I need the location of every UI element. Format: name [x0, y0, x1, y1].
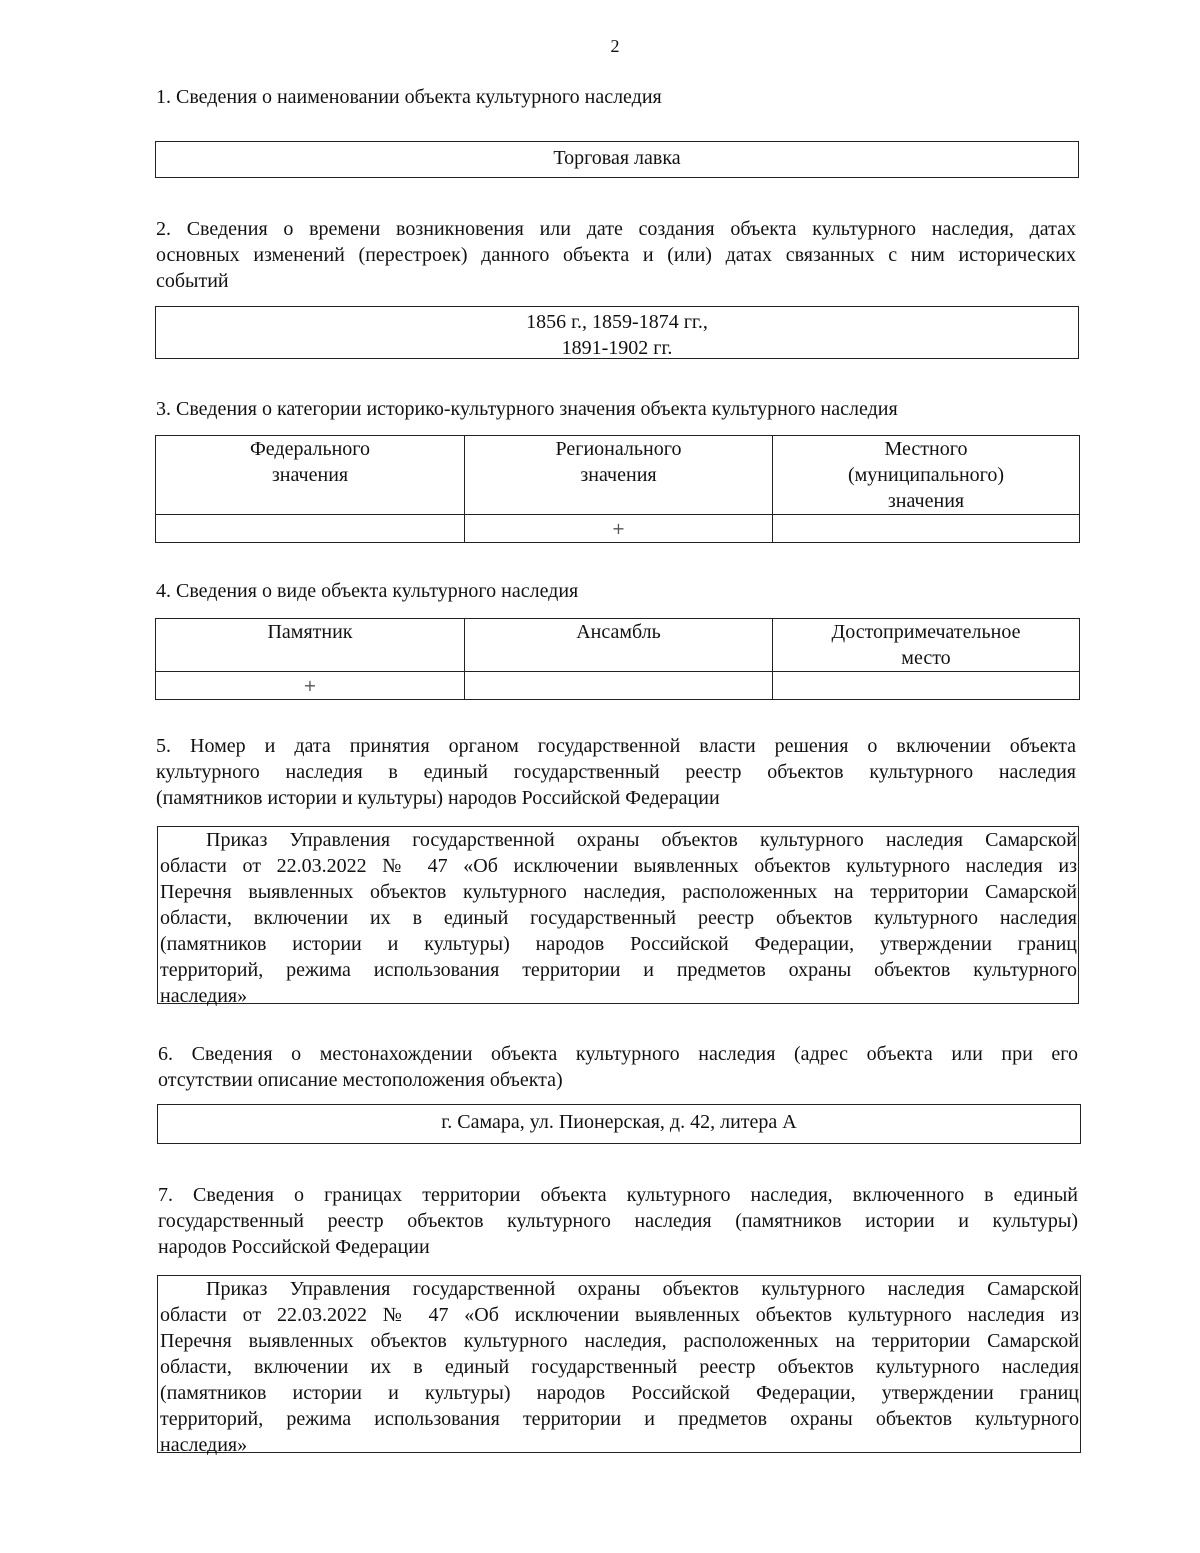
category-header-line: Местного: [884, 438, 968, 460]
section-2-heading-line: событий: [156, 270, 229, 292]
type-header-line: Достопримечательное: [831, 621, 1021, 643]
category-federal-header: [156, 436, 465, 515]
section-6-heading-line: 6. Сведения о местонахождении объекта культурного наследия (адрес объекта или при его: [158, 1043, 1078, 1065]
category-header-line: значения: [271, 464, 349, 486]
section-2-heading: [156, 216, 1076, 294]
section-5-heading-line: 5. Номер и дата принятия органом государственной власти решения о включении объекта: [156, 735, 1076, 757]
registry-decision-line: наследия»: [160, 985, 248, 1007]
section-5-heading: [156, 733, 1076, 811]
registry-decision-line: Перечня выявленных объектов культурного наследия, расположенных на территории Самарской: [160, 881, 1077, 903]
section-5-heading-line: культурного наследия в единый государственный реестр объектов культурного наследия: [156, 761, 1076, 783]
category-regional-mark: [465, 515, 773, 543]
category-header-line: (муниципального): [847, 464, 1005, 486]
address-value: г. Самара, ул. Пионерская, д. 42, литера А: [441, 1111, 797, 1133]
section-4-heading: 4. Сведения о виде объекта культурного наследия: [156, 580, 579, 602]
category-local-mark: [773, 515, 1080, 543]
registry-decision-line: области от 22.03.2022 № 47 «Об исключении выявленных объектов культурного наследия из: [160, 855, 1077, 877]
boundaries-decision-line: области, включении их в единый государственный реестр объектов культурного наследия: [160, 1356, 1079, 1378]
category-header-line: Регионального: [555, 438, 682, 460]
category-federal-mark: [156, 515, 465, 543]
type-monument-header: [156, 619, 465, 672]
section-2-heading-line: основных изменений (перестроек) данного объекта и (или) датах связанных с ним исторических: [156, 244, 1076, 266]
boundaries-decision-line: наследия»: [160, 1434, 248, 1456]
type-ensemble-mark: [465, 672, 773, 700]
dates-value-line: 1891-1902 гг.: [561, 337, 673, 359]
type-mark: +: [303, 676, 317, 695]
category-header-line: значения: [580, 464, 657, 486]
category-table: [155, 435, 1080, 543]
boundaries-decision-box: [157, 1275, 1081, 1456]
type-table: [155, 618, 1080, 700]
object-name-box: [155, 141, 1079, 178]
object-name-value: Торговая лавка: [553, 147, 681, 169]
section-7-heading-line: государственный реестр объектов культурного наследия (памятников истории и культуры): [158, 1210, 1078, 1232]
address-box: [157, 1104, 1081, 1144]
boundaries-decision-line: территорий, режима использования территории и предметов охраны объектов культурного: [160, 1408, 1079, 1430]
type-ensemble-header: [465, 619, 773, 672]
section-1-heading: 1. Сведения о наименовании объекта культурного наследия: [156, 86, 662, 108]
section-7-heading-line: 7. Сведения о границах территории объекта культурного наследия, включенного в единый: [158, 1184, 1078, 1206]
registry-decision-line: территорий, режима использования территории и предметов охраны объектов культурного: [160, 959, 1077, 981]
section-7-heading: [158, 1182, 1078, 1260]
type-landmark-mark: [773, 672, 1080, 700]
category-header-line: значения: [887, 490, 965, 512]
registry-decision-line: Приказ Управления государственной охраны объектов культурного наследия Самарской: [206, 829, 1077, 851]
section-6-heading: [158, 1041, 1078, 1093]
category-mark: +: [611, 519, 626, 538]
section-7-heading-line: народов Российской Федерации: [158, 1236, 430, 1258]
registry-decision-line: (памятников истории и культуры) народов Российской Федерации, утверждении границ: [160, 933, 1077, 955]
type-monument-mark: [156, 672, 465, 700]
section-6-heading-line: отсутствии описание местоположения объекта): [158, 1069, 563, 1091]
category-regional-header: [465, 436, 773, 515]
boundaries-decision-line: Перечня выявленных объектов культурного наследия, расположенных на территории Самарской: [160, 1330, 1079, 1352]
section-2-heading-line: 2. Сведения о времени возникновения или дате создания объекта культурного наследия, датах: [156, 218, 1076, 240]
category-local-header: [773, 436, 1080, 515]
boundaries-decision-line: Приказ Управления государственной охраны объектов культурного наследия Самарской: [206, 1278, 1079, 1300]
type-header-line: место: [901, 647, 951, 669]
boundaries-decision-line: (памятников истории и культуры) народов Российской Федерации, утверждении границ: [160, 1382, 1079, 1404]
section-5-heading-line: (памятников истории и культуры) народов Российской Федерации: [156, 787, 720, 809]
page-number: 2: [610, 36, 620, 56]
type-header-line: Ансамбль: [576, 621, 661, 643]
type-header-line: Памятник: [267, 621, 353, 643]
section-3-heading: 3. Сведения о категории историко-культурного значения объекта культурного наследия: [156, 398, 898, 420]
dates-value-line: 1856 г., 1859-1874 гг.,: [526, 311, 708, 333]
category-header-line: Федерального: [249, 438, 371, 460]
type-landmark-header: [773, 619, 1080, 672]
dates-box: [155, 306, 1079, 359]
registry-decision-line: области, включении их в единый государственный реестр объектов культурного наследия: [160, 907, 1077, 929]
boundaries-decision-line: области от 22.03.2022 № 47 «Об исключении выявленных объектов культурного наследия из: [160, 1304, 1079, 1326]
registry-decision-box: [157, 826, 1079, 1007]
